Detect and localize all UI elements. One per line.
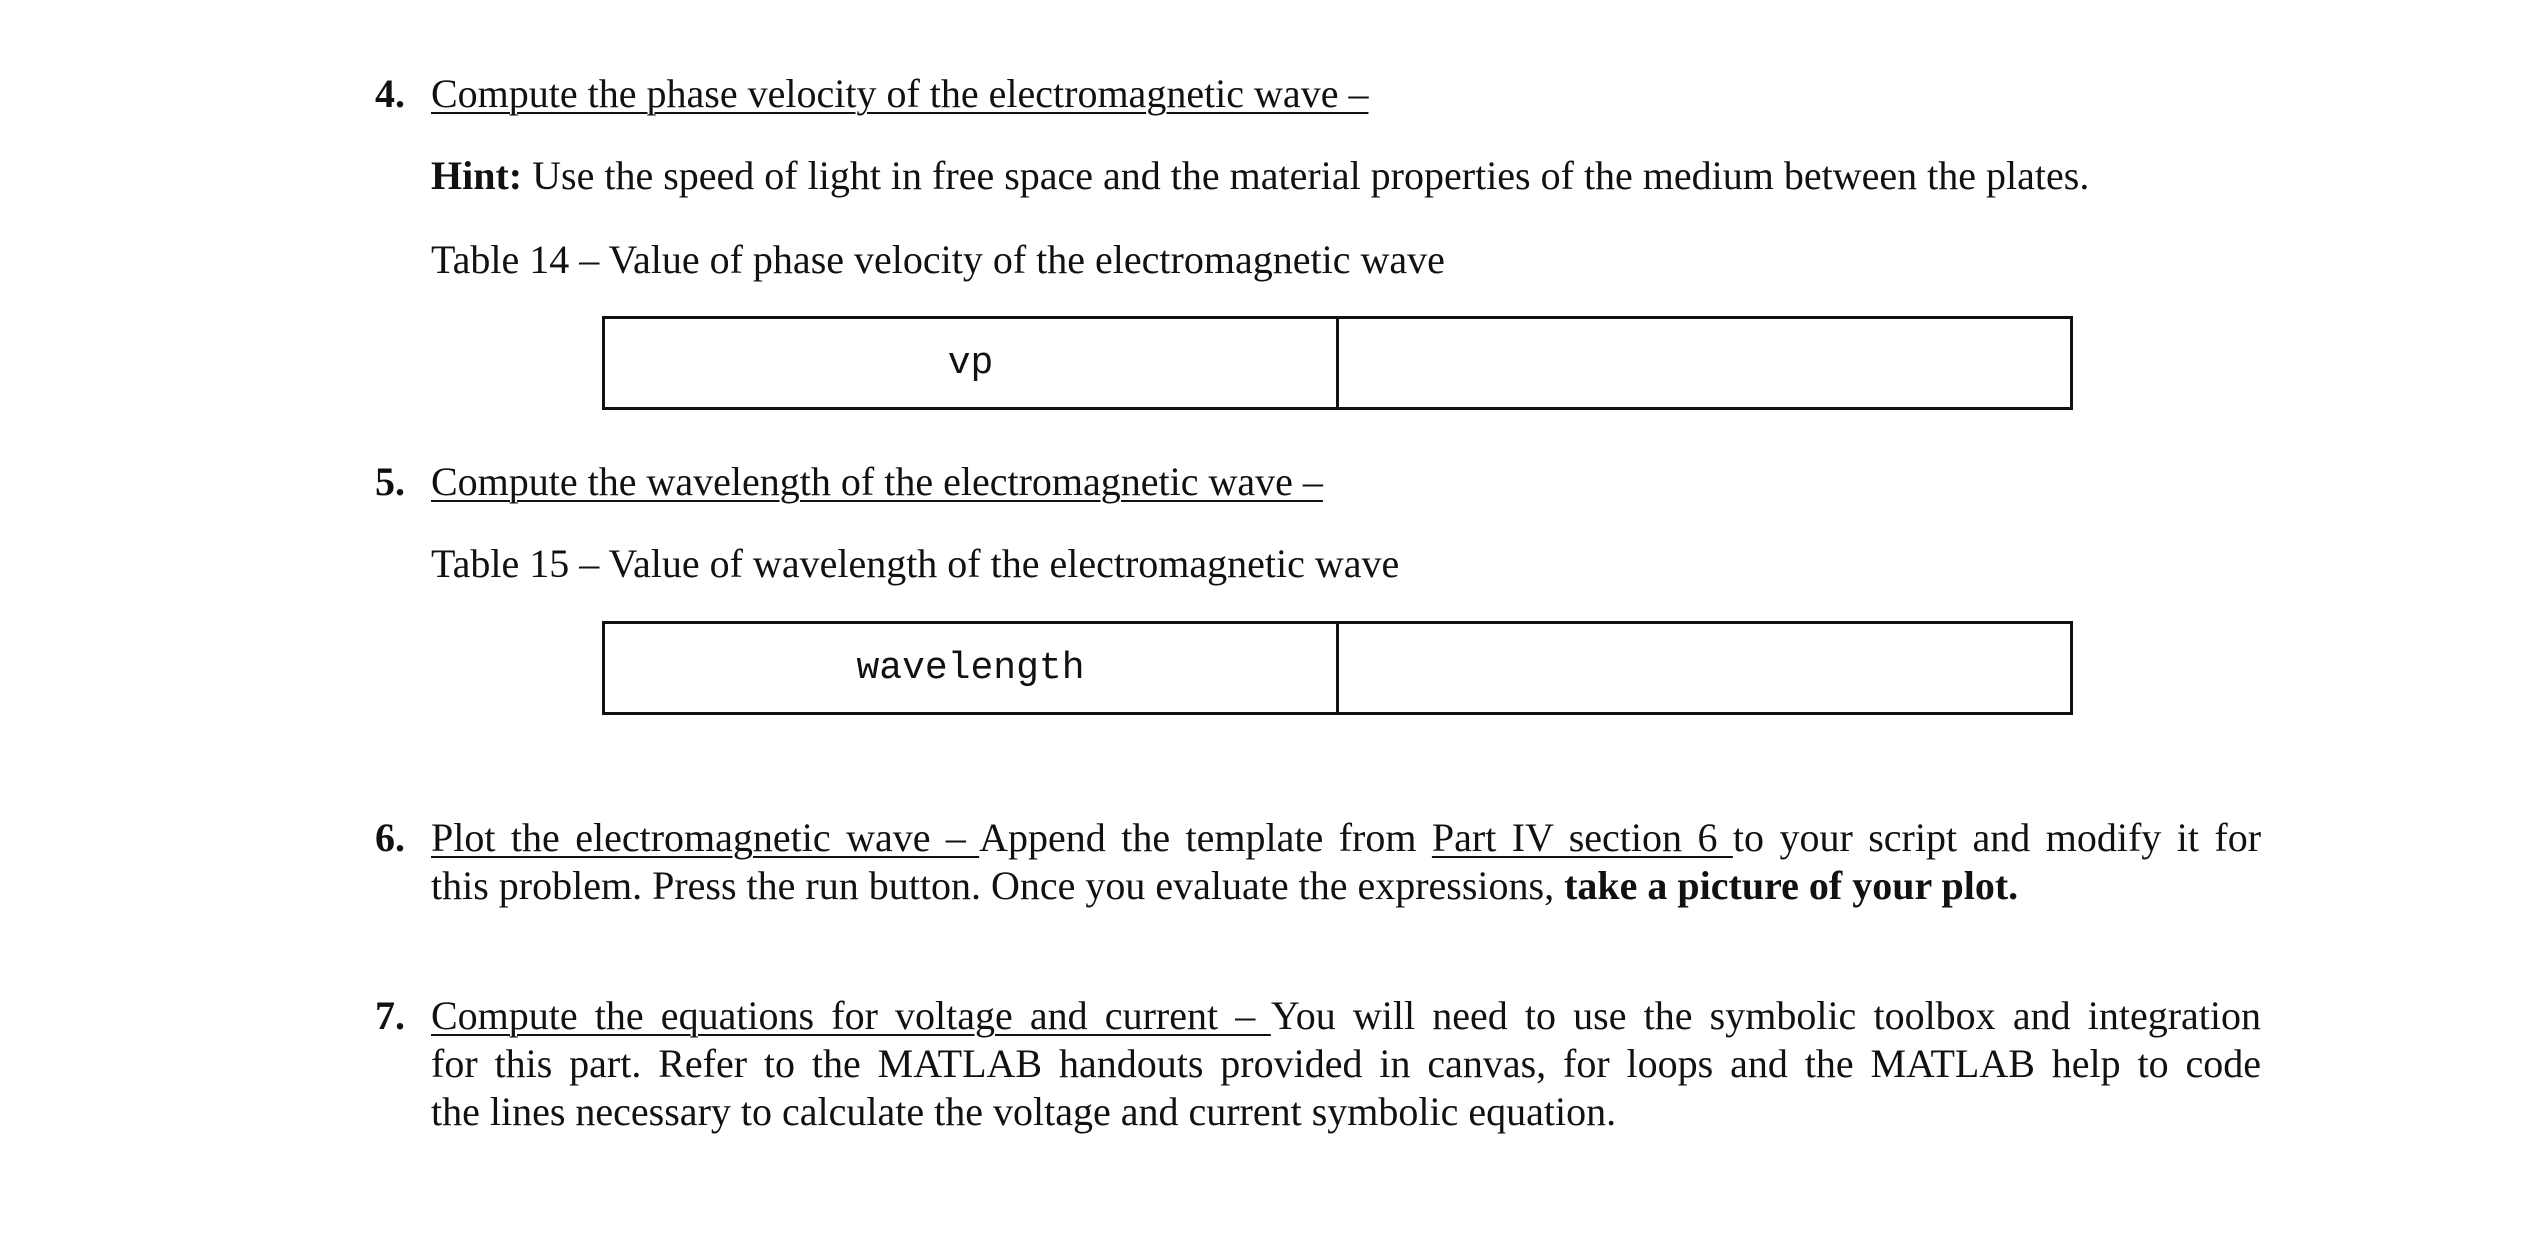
item-4-heading — [431, 70, 1368, 118]
item-7-line-1-text: You will need to use the symbolic toolbox and integration — [1270, 993, 2261, 1038]
table-15-value-cell — [1338, 623, 2072, 714]
table-row — [604, 623, 2072, 714]
table-15-label-cell: wavelength — [604, 623, 1338, 714]
item-4-hint — [431, 152, 2089, 200]
item-7-line-3: the lines necessary to calculate the voltage and current symbolic equation. — [431, 1089, 1617, 1134]
table-14-value-cell — [1338, 318, 2072, 409]
item-5-heading — [431, 458, 1323, 506]
item-6-text-b: to your script and modify it for — [1732, 815, 2262, 860]
item-7-line-2: for this part. Refer to the MATLAB handouts provided in canvas, for loops and the MATLAB help to code — [431, 1041, 2261, 1086]
item-6-line-1 — [431, 814, 2261, 862]
table-14-caption: Table 14 – Value of phase velocity of the electromagnetic wave — [431, 237, 1445, 282]
item-4-number: 4. — [375, 71, 405, 116]
table-14-label-cell: vp — [604, 318, 1338, 409]
table-15 — [602, 621, 2073, 715]
item-5-heading-text: Compute the wavelength of the electromagnetic wave – — [431, 459, 1323, 504]
hint-text: Use the speed of light in free space and the material properties of the medium between the plates. — [522, 153, 2090, 198]
table-row — [604, 318, 2072, 409]
item-6-line-2 — [431, 862, 2018, 910]
item-6-line-2-text: this problem. Press the run button. Once you evaluate the expressions, — [431, 863, 1565, 908]
item-7-line-1 — [431, 992, 2261, 1040]
table-14 — [602, 316, 2073, 410]
item-6-link: Part IV section 6 — [1431, 815, 1733, 860]
item-7-heading: Compute the equations for voltage and current – — [431, 993, 1271, 1038]
item-7-number: 7. — [375, 993, 405, 1038]
item-6-heading: Plot the electromagnetic wave – — [431, 815, 980, 860]
item-6-text-a: Append the template from — [979, 815, 1432, 860]
item-5-number: 5. — [375, 459, 405, 504]
table-15-caption: Table 15 – Value of wavelength of the electromagnetic wave — [431, 541, 1400, 586]
hint-label: Hint: — [431, 153, 523, 198]
item-6-line-2-bold: take a picture of your plot. — [1564, 863, 2019, 908]
item-6-number: 6. — [375, 815, 405, 860]
item-4-heading-text: Compute the phase velocity of the electromagnetic wave – — [431, 71, 1369, 116]
